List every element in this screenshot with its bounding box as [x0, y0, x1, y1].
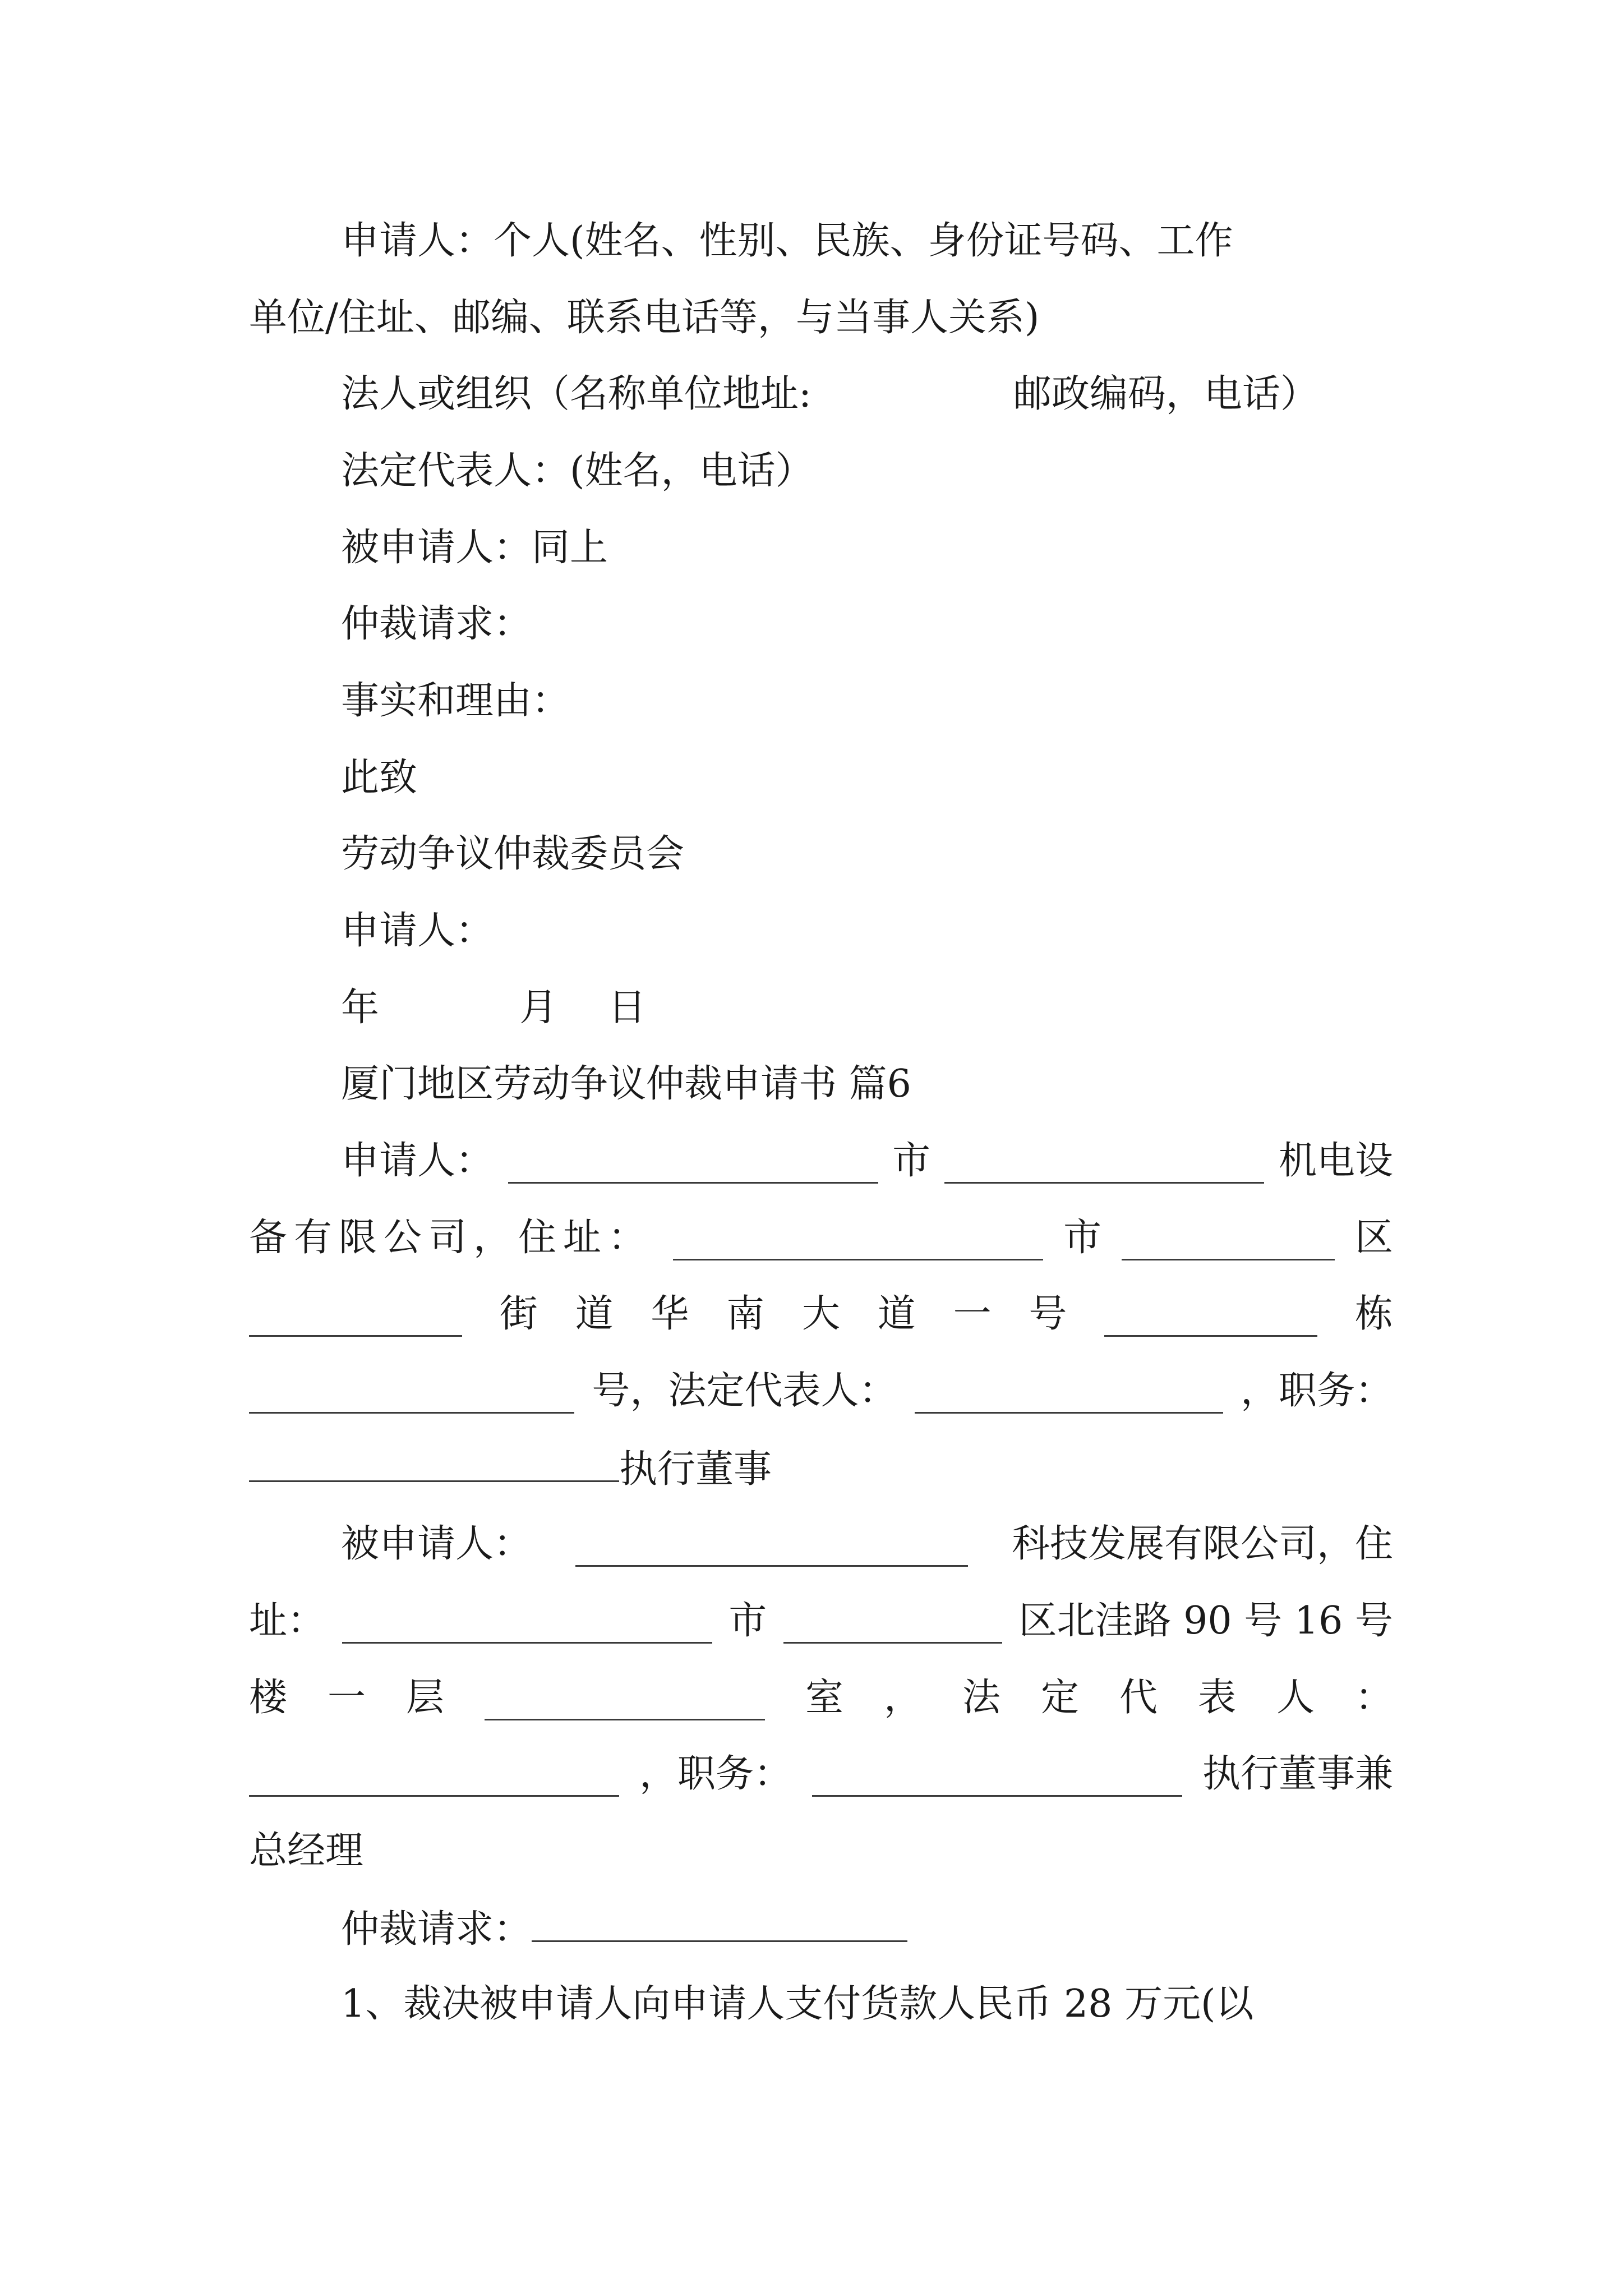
legal-rep-char: 室 — [805, 1676, 843, 1720]
legal-rep-char: 人 — [1276, 1676, 1315, 1720]
street-char: 大 — [801, 1292, 840, 1336]
legal-rep-char: 定 — [1040, 1676, 1079, 1720]
blank-field — [249, 1446, 619, 1482]
arbitration-request-line — [341, 1906, 907, 1950]
respondent-label: 被申请人： — [341, 1522, 532, 1566]
applicant-line-4 — [249, 1369, 1393, 1414]
district-label: 区 — [1354, 1216, 1393, 1260]
street-char: 道 — [575, 1292, 614, 1336]
respondent-line-5: 总经理 — [249, 1829, 364, 1873]
blank-field — [944, 1147, 1264, 1184]
street-char: 南 — [726, 1292, 765, 1336]
blank-field — [508, 1147, 878, 1184]
legal-rep-char: 表 — [1197, 1676, 1236, 1720]
blank-field — [249, 1300, 462, 1337]
legal-entity-postal: 邮政编码，电话） — [1013, 372, 1318, 416]
legal-entity-text: 法人或组织（名称单位地址: — [341, 372, 811, 416]
street-char: 华 — [651, 1292, 689, 1336]
paragraph-legal-entity — [341, 372, 1318, 417]
city-label: 市 — [1063, 1216, 1101, 1260]
blank-field — [1104, 1300, 1317, 1337]
request-item-1: 1、裁决被申请人向申请人支付货款人民币 28 万元(以 — [341, 1982, 1254, 2026]
date-day: 日 — [608, 986, 647, 1030]
respondent-line-2 — [249, 1599, 1393, 1644]
paragraph-signature-applicant: 申请人： — [341, 909, 494, 953]
applicant-line-1 — [341, 1139, 1393, 1184]
date-year: 年 — [341, 986, 380, 1030]
floor-char: 一 — [328, 1676, 366, 1720]
applicant-line-2 — [249, 1216, 1393, 1260]
blank-field — [249, 1377, 574, 1414]
legal-rep-char: 代 — [1119, 1676, 1158, 1720]
paragraph-respondent: 被申请人：同上 — [341, 526, 608, 570]
legal-rep-char: ： — [1354, 1676, 1393, 1720]
address-label: 址： — [249, 1599, 326, 1643]
building-label: 栋 — [1354, 1292, 1393, 1336]
applicant-label: 申请人： — [341, 1139, 494, 1183]
paragraph-applicant-individual: 申请人：个人(姓名、性别、民族、身份证号码、工作 — [341, 219, 1233, 263]
street-char: 街 — [499, 1292, 538, 1336]
respondent-line-3 — [249, 1676, 1393, 1720]
legal-rep-char: ， — [883, 1676, 922, 1720]
position-executive-director-gm: 执行董事兼 — [1202, 1752, 1393, 1796]
paragraph-date — [341, 986, 646, 1030]
position-label: ，职务： — [639, 1752, 792, 1796]
arbitration-request-label: 仲裁请求： — [341, 1907, 532, 1952]
floor-char: 楼 — [249, 1676, 288, 1720]
blank-field — [249, 1760, 619, 1797]
street-char: 号 — [1029, 1292, 1067, 1336]
paragraph-facts-reasons: 事实和理由： — [341, 679, 570, 723]
paragraph-salutation: 此致 — [341, 756, 418, 800]
paragraph-arbitration-request: 仲裁请求： — [341, 602, 532, 646]
blank-field — [485, 1684, 765, 1720]
paragraph-applicant-individual-cont: 单位/住址、邮编、联系电话等，与当事人关系) — [249, 296, 1040, 340]
street-char: 一 — [953, 1292, 992, 1336]
respondent-line-1 — [341, 1522, 1393, 1567]
applicant-line-3 — [249, 1292, 1393, 1337]
city-label: 市 — [728, 1599, 767, 1643]
blank-field — [673, 1224, 1043, 1260]
street-char: 道 — [877, 1292, 916, 1336]
city-label: 市 — [892, 1139, 930, 1183]
company-address-text: 备有限公司，住址： — [249, 1216, 653, 1260]
company-suffix: 机电设 — [1278, 1139, 1393, 1183]
blank-field — [575, 1530, 968, 1567]
blank-field — [812, 1760, 1182, 1797]
blank-field — [532, 1906, 907, 1942]
paragraph-legal-representative: 法定代表人：(姓名，电话） — [341, 449, 814, 493]
legal-rep-char: 法 — [962, 1676, 1000, 1720]
applicant-line-5 — [249, 1446, 772, 1490]
position-label: ，职务： — [1240, 1369, 1393, 1413]
respondent-company-suffix: 科技发展有限公司，住 — [1011, 1522, 1393, 1566]
number-legal-rep-label: 号，法定代表人： — [592, 1369, 897, 1413]
respondent-address-text: 区北洼路 90 号 16 号 — [1018, 1599, 1393, 1643]
section-heading: 厦门地区劳动争议仲裁申请书 篇6 — [341, 1062, 911, 1106]
position-executive-director: 执行董事 — [619, 1447, 772, 1492]
blank-field — [915, 1377, 1223, 1414]
blank-field — [342, 1607, 712, 1644]
date-month: 月 — [519, 986, 558, 1030]
blank-field — [1122, 1224, 1335, 1260]
paragraph-committee: 劳动争议仲裁委员会 — [341, 832, 685, 876]
respondent-line-4 — [249, 1752, 1393, 1797]
floor-char: 层 — [406, 1676, 445, 1720]
blank-field — [783, 1607, 1002, 1644]
